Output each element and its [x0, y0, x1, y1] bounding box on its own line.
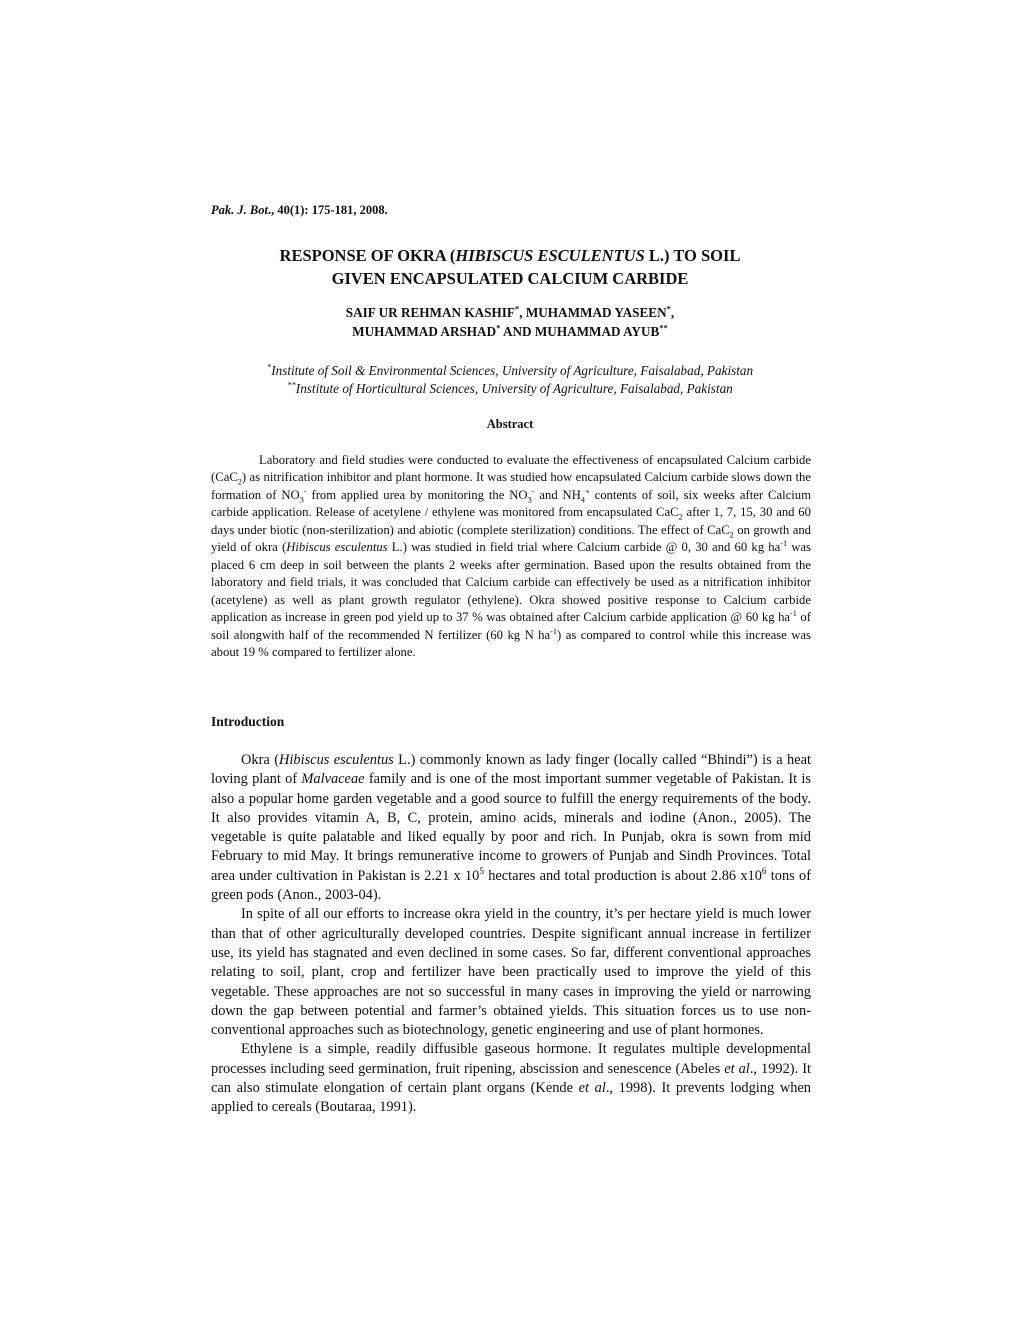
introduction-heading: Introduction [211, 714, 285, 729]
author-3: MUHAMMAD ARSHAD [352, 324, 497, 339]
affiliation-2-text: Institute of Horticultural Sciences, University of Agriculture, Faisalabad, Pakistan [295, 381, 733, 396]
journal-abbrev: Pak. J. Bot [211, 203, 268, 217]
abstract-heading: Abstract [486, 417, 534, 431]
author-list [160, 303, 860, 341]
affiliation-2 [160, 380, 860, 398]
title-species: HIBISCUS ESCULENTUS [455, 246, 645, 265]
intro-paragraph-1: Okra (Hibiscus esculentus L.) commonly known as lady finger (locally called “Bhindi”) is a heat loving plant of Malvaceae family and is one of the most important summer vegetable of Pakistan. It is also a popular home garden vegetable and a good source to fulfill the energy requirements of the body. It also provides vitamin A, B, C, protein, amino acids, minerals and iodine (Anon., 2005). The vegetable is quite palatable and liked equally by poor and rich. In Punjab, okra is sown from mid February to mid May. It brings remunerative income to growers of Punjab and Sindh Provinces. Total area under cultivation in Pakistan is 2.21 x $10^5$ hectares and total production is about 2.86 $x10^6$ tons of green pods (Anon., 2003-04). [211, 752, 811, 904]
introduction-body [211, 751, 811, 1118]
authors-line-1 [160, 303, 860, 322]
title-prefix: RESPONSE OF OKRA ( [279, 246, 456, 265]
author-3-mark: * [496, 322, 501, 333]
affiliation-1-mark: * [266, 361, 272, 372]
intro-paragraph-3: Ethylene is a simple, readily diffusible gaseous hormone. It regulates multiple developmental processes including seed germination, fruit ripening, abscission and senescence (Abeles et al., 1992). It can also stimulate elongation of certain plant organs (Kende et al., 1998). It prevents lodging when applied to cereals (Boutaraa, 1991). [211, 1041, 811, 1116]
title-suffix: L.) TO SOIL [644, 246, 741, 265]
intro-paragraph-2: In spite of all our efforts to increase okra yield in the country, it’s per hectare yield is much lower than that of other agriculturally developed countries. Despite significant annual increase in fertilizer use, its yield has stagnated and even declined in some cases. So far, different conventional approaches relating to soil, plant, crop and fertilizer have been practically used to improve the yield of this vegetable. These approaches are not so successful in many cases in improving the yield or narrowing down the gap between potential and farmer’s obtained yields. This situation forces us to use non-conventional approaches such as biotechnology, genetic engineering and use of plant hormones. [211, 906, 811, 1039]
title-line-2: GIVEN ENCAPSULATED CALCIUM CARBIDE [331, 269, 689, 288]
citation-details: ., 40(1): 175-181, 2008. [267, 203, 388, 217]
paper-title [160, 244, 860, 290]
author-4: AND MUHAMMAD AYUB [500, 324, 660, 339]
title-line-1 [160, 244, 860, 267]
affiliation-2-mark: ** [287, 379, 296, 390]
affiliation-1-text: Institute of Soil & Environmental Sciences, University of Agriculture, Faisalabad, Pakistan [271, 363, 754, 378]
authors-line-2 [160, 322, 860, 341]
abstract-text: Laboratory and field studies were conducted to evaluate the effectiveness of encapsulated Calcium carbide (CaC$_2$) as nitrification inhibitor and plant hormone. It was studied how encapsulated Calcium carbide slows down the formation of $NO_3^-$ from applied urea by monitoring the $NO_3^-$ and $NH_4^+$ contents of soil, six weeks after Calcium carbide application. Release of acetylene / ethylene was monitored from encapsulated CaC$_2$ after 1, 7, 15, 30 and 60 days under biotic (non-sterilization) and abiotic (complete sterilization) conditions. The effect of CaC$_2$ on growth and yield of okra (Hibiscus esculentus L.) was studied in field trial where Calcium carbide @ 0, 30 and 60 kg $ha^{-1}$ was placed 6 cm deep in soil between the plants 2 weeks after germination. Based upon the results obtained from the laboratory and field trials, it was concluded that Calcium carbide can effectively be used as a nitrification inhibitor (acetylene) as well as plant growth regulator (ethylene). Okra showed positive response to Calcium carbide application as increase in green pod yield up to 37 % was obtained after Calcium carbide application @ 60 kg $ha^{-1}$ of soil alongwith half of the recommended N fertilizer (60 kg N $ha^{-1}$) as compared to control while this increase was about 19 % compared to fertilizer alone. [211, 453, 812, 659]
journal-citation [211, 203, 388, 218]
author-4-mark: ** [659, 322, 668, 333]
affiliations [160, 362, 860, 398]
author-2-mark: * [666, 303, 671, 314]
author-separator: , [670, 305, 675, 320]
author-2: , MUHAMMAD YASEEN [519, 305, 667, 320]
affiliation-1 [160, 362, 860, 380]
author-1-mark: * [514, 303, 520, 314]
author-1: SAIF UR REHMAN KASHIF [345, 305, 515, 320]
